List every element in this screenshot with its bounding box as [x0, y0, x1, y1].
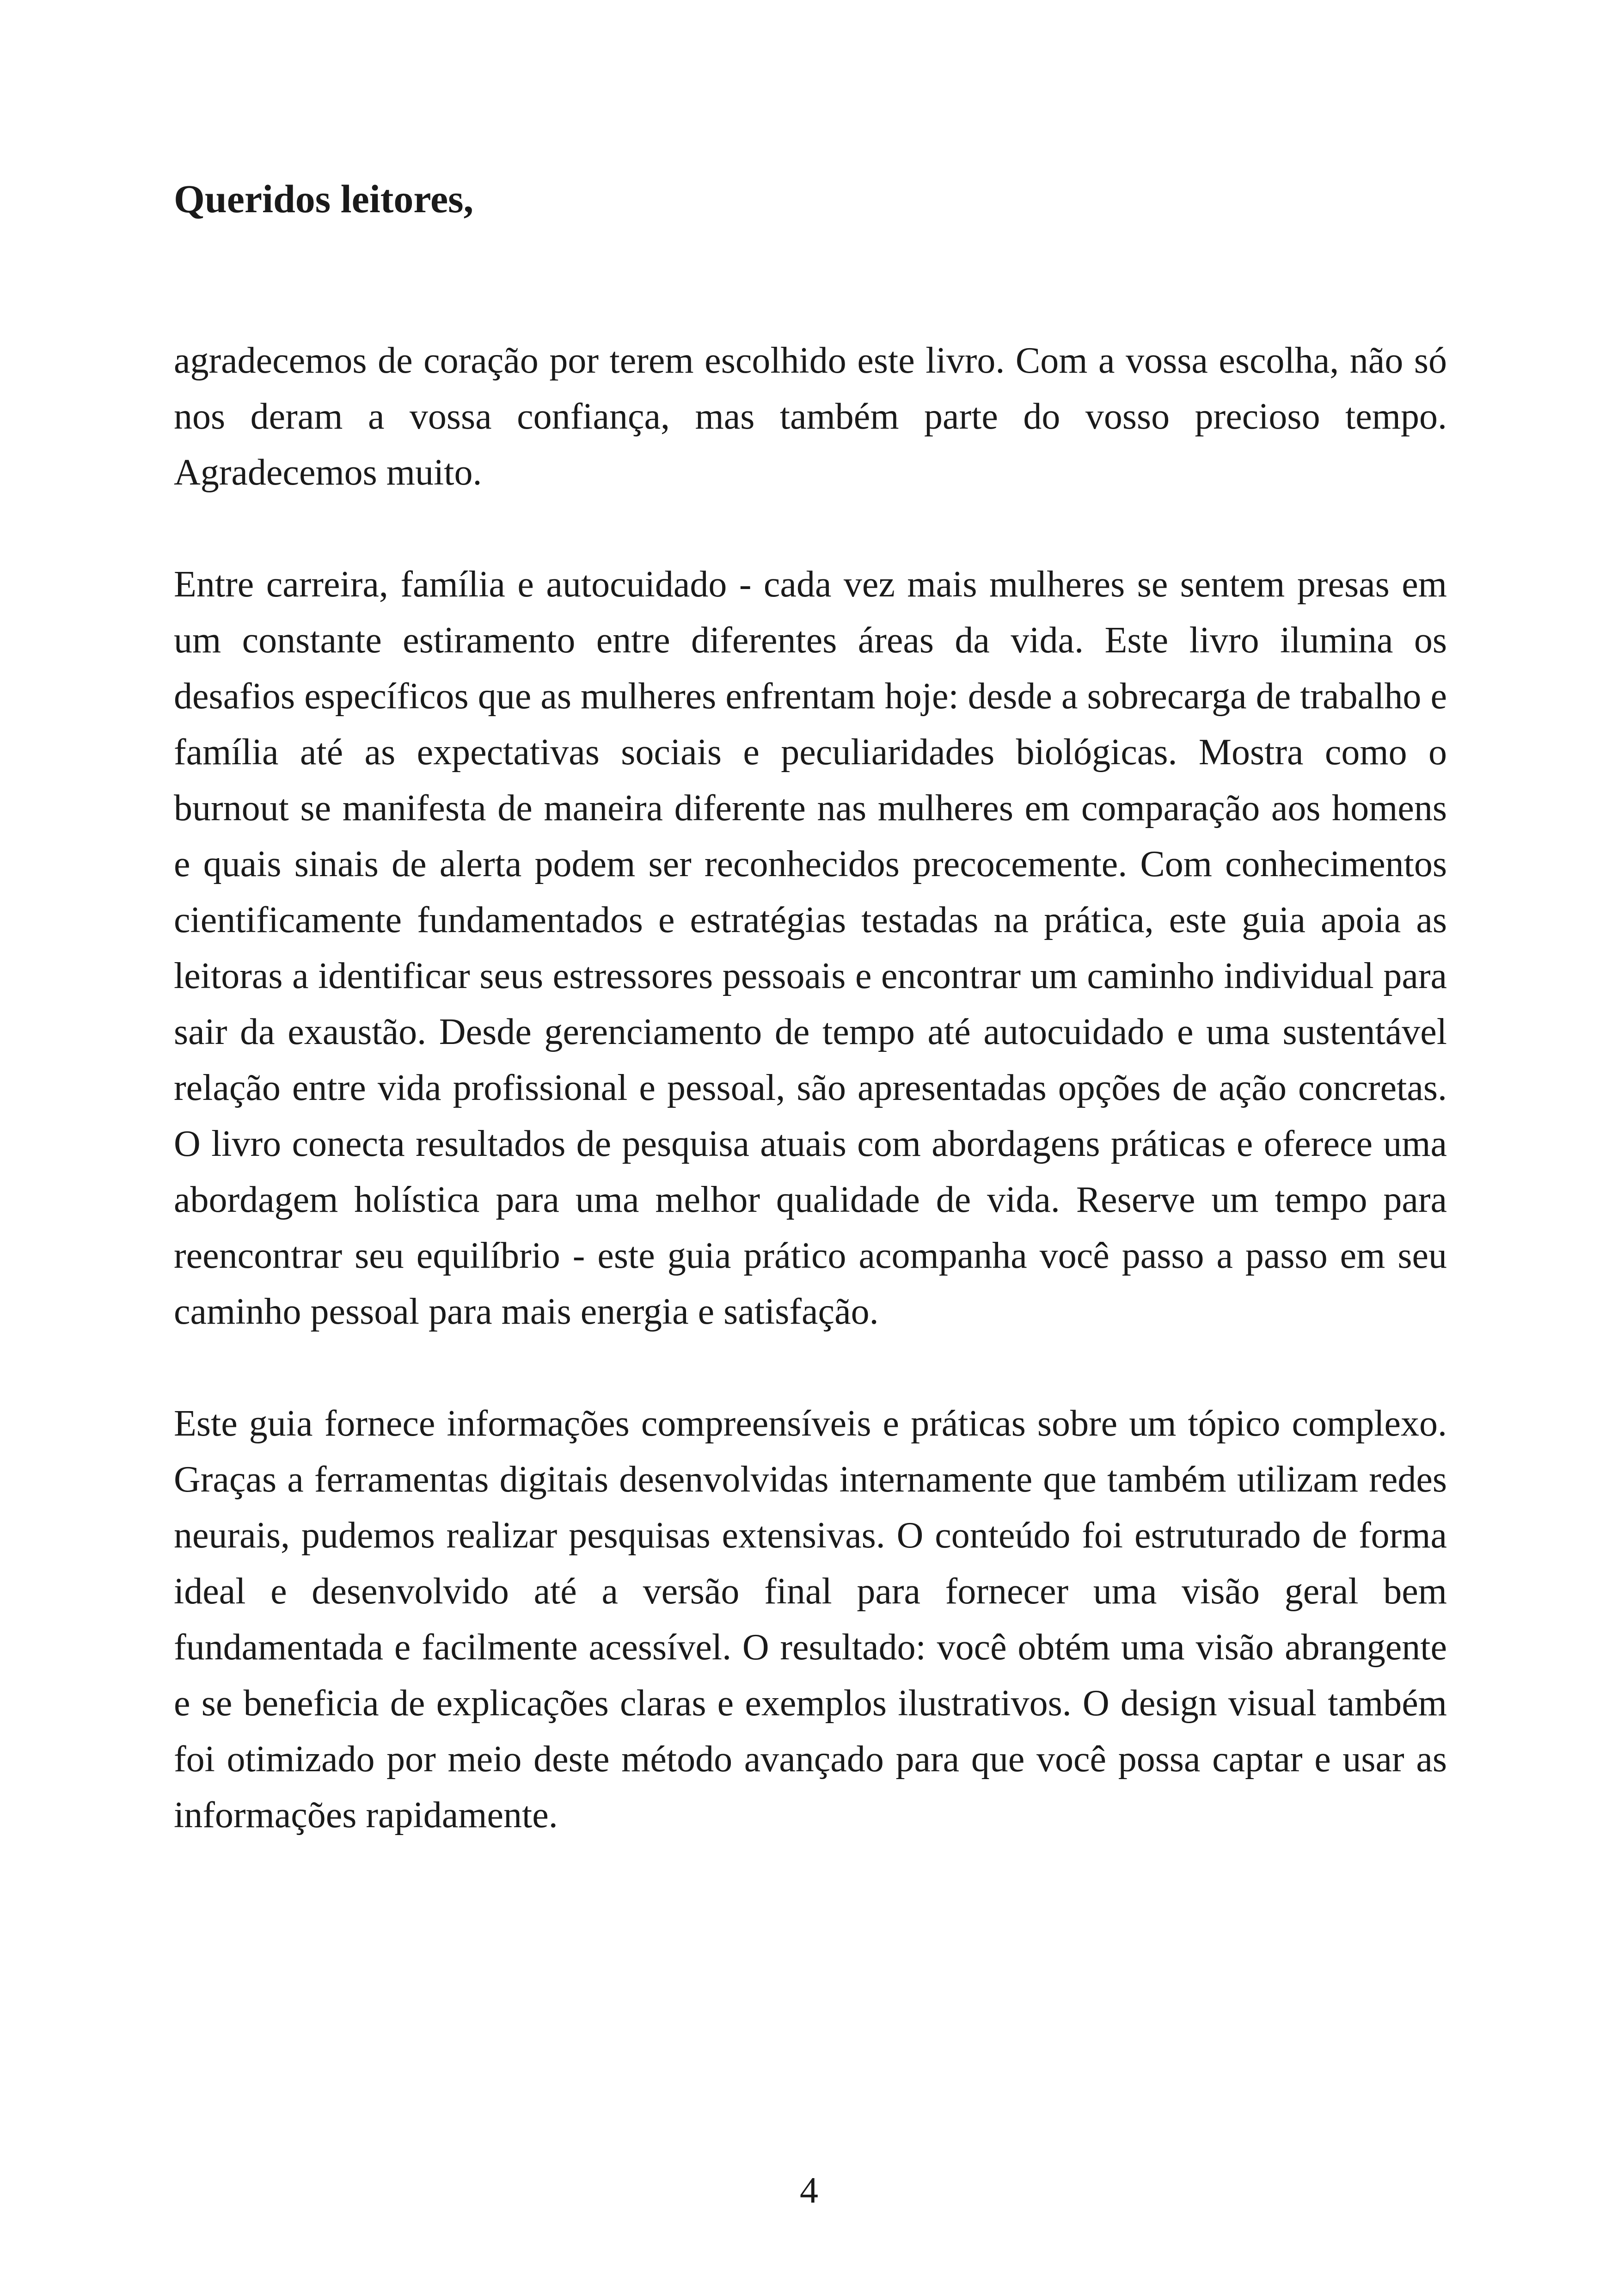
paragraph-book-description: Entre carreira, família e autocuidado - cada vez mais mulheres se sentem presas em um constante estiramento entre diferentes áreas da vida. Este livro ilumina os desafios específicos que as mulheres enfrentam hoje: desde a sobrecarga de trabalho e família até as expectativas sociais e peculiaridades biológicas. Mostra como o burnout se manifesta de maneira diferente nas mulheres em comparação aos homens e quais sinais de alerta podem ser reconhecidos precocemente. Com conhecimentos cientificamente fundamentados e estratégias testadas na prática, este guia apoia as leitoras a identificar seus estressores pessoais e encontrar um caminho individual para sair da exaustão. Desde gerenciamento de tempo até autocuidado e uma sustentável relação entre vida profissional e pessoal, são apresentadas opções de ação concretas. O livro conecta resultados de pesquisa atuais com abordagens práticas e oferece uma abordagem holística para uma melhor qualidade de vida. Reserve um tempo para reencontrar seu equilíbrio - este guia prático acompanha você passo a passo em seu caminho pessoal para mais energia e satisfação. — [174, 564, 1447, 1332]
salutation-heading: Queridos leitores, — [174, 177, 474, 221]
page-content — [174, 176, 1447, 1843]
page-number: 4 — [800, 2170, 818, 2211]
paragraph-guide-method: Este guia fornece informações compreensíveis e práticas sobre um tópico complexo. Graças a ferramentas digitais desenvolvidas internamente que também utilizam redes neurais, pudemos realizar pesquisas extensivas. O conteúdo foi estruturado de forma ideal e desenvolvido até a versão final para fornecer uma visão geral bem fundamentada e facilmente acessível. O resultado: você obtém uma visão abrangente e se beneficia de explicações claras e exemplos ilustrativos. O design visual também foi otimizado por meio deste método avançado para que você possa captar e usar as informações rapidamente. — [174, 1403, 1447, 1836]
paragraph-gratitude: agradecemos de coração por terem escolhido este livro. Com a vossa escolha, não só nos deram a vossa confiança, mas também parte do vosso precioso tempo. Agradecemos muito. — [174, 340, 1447, 493]
